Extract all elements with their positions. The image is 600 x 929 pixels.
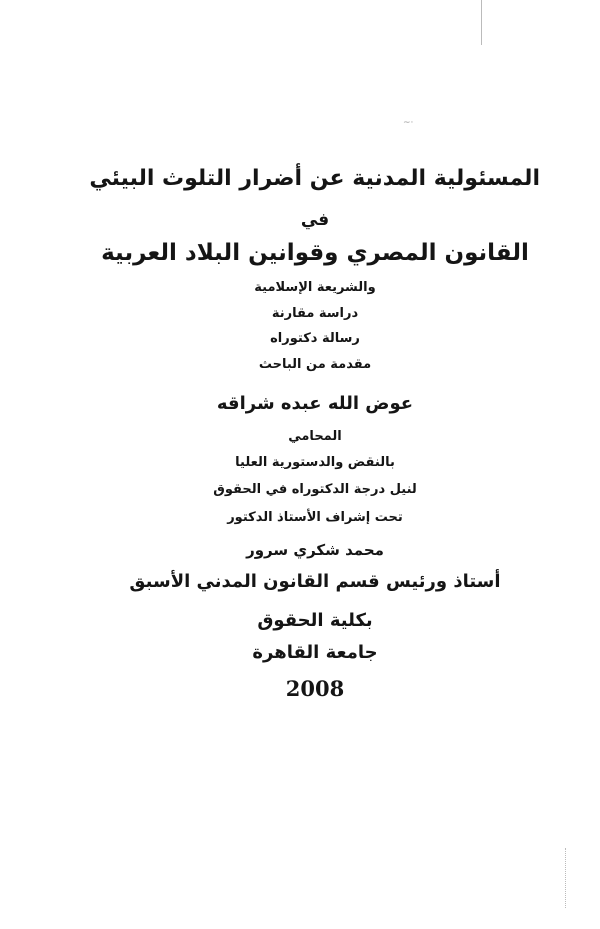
thesis-type: رسالة دكتوراه	[270, 331, 360, 346]
faculty-name: بكلية الحقوق	[257, 610, 373, 631]
scan-artifact-line	[481, 0, 482, 45]
supervisor-title: أستاذ ورئيس قسم القانون المدني الأسبق	[129, 571, 501, 592]
author-court: بالنقض والدستورية العليا	[235, 455, 395, 470]
supervision-label: تحت إشراف الأستاذ الدكتور	[227, 510, 403, 525]
presented-by-label: مقدمة من الباحث	[258, 357, 372, 372]
supervisor-name: محمد شكري سرور	[246, 541, 384, 559]
degree-purpose: لنيل درجة الدكتوراه في الحقوق	[213, 482, 417, 497]
author-name: عوض الله عبده شراقه	[216, 393, 414, 414]
subtitle-sharia: والشريعة الإسلامية	[254, 280, 376, 295]
university-name: جامعة القاهرة	[252, 642, 378, 663]
thesis-title-continued: القانون المصري وقوانين البلاد العربية	[101, 240, 529, 266]
study-type: دراسة مقارنة	[271, 306, 359, 321]
thesis-title: المسئولية المدنية عن أضرار التلوث البيئي	[89, 166, 540, 191]
scan-speck: ~·	[403, 118, 414, 128]
publication-year: 2008	[285, 676, 345, 701]
author-role: المحامي	[288, 429, 342, 444]
title-connector: في	[300, 210, 330, 230]
scan-edge-dots	[565, 848, 569, 908]
